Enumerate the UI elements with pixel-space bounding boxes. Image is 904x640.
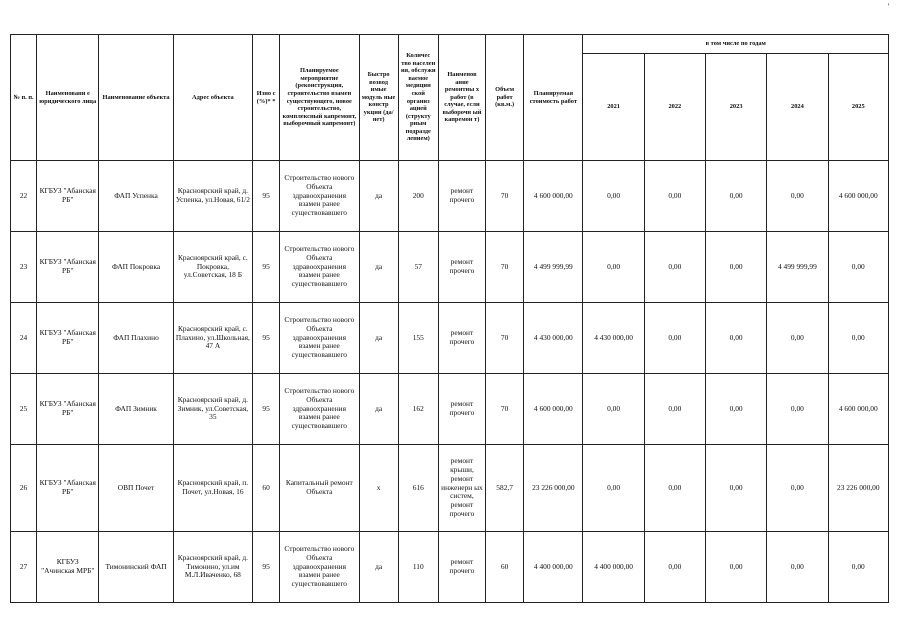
cell-volume: 70 xyxy=(486,374,524,445)
cell-measure: Строительство нового Объекта здравоохранения взамен ранее существовавшего xyxy=(280,161,359,232)
cell-year-2021: 0,00 xyxy=(583,161,644,232)
cell-measure: Строительство нового Объекта здравоохранения взамен ранее существовавшего xyxy=(280,232,359,303)
cell-year-2023: 0,00 xyxy=(706,445,767,532)
cell-cost: 4 430 000,00 xyxy=(524,303,583,374)
objects-table xyxy=(10,34,889,603)
cell-year-2024: 4 499 999,99 xyxy=(767,232,828,303)
cell-quick: да xyxy=(359,303,398,374)
cell-year-2025: 4 600 000,00 xyxy=(828,161,888,232)
cell-wear: 95 xyxy=(253,232,280,303)
cell-repair: ремонт крыши, ремонт инженерн ых систем, ремонт прочего xyxy=(438,445,485,532)
cell-address: Красноярский край, д. Тимонино, ул.им М.Л.Иваченко, 68 xyxy=(173,532,252,603)
cell-wear: 95 xyxy=(253,532,280,603)
cell-year-2025: 0,00 xyxy=(828,303,888,374)
cell-num: 22 xyxy=(11,161,37,232)
cell-year-2021: 4 400 000,00 xyxy=(583,532,644,603)
cell-address: Красноярский край, с. Покровка, ул.Советская, 18 Б xyxy=(173,232,252,303)
col-header-cost: Планируемая стоимость работ xyxy=(524,35,583,161)
cell-num: 27 xyxy=(11,532,37,603)
cell-wear: 60 xyxy=(253,445,280,532)
cell-num: 26 xyxy=(11,445,37,532)
col-header-repair-type: Наименов ание ремонтны х работ (в случае, если выборочн ый капремон т) xyxy=(438,35,485,161)
cell-cost: 4 600 000,00 xyxy=(524,161,583,232)
table-row xyxy=(11,445,889,532)
cell-cost: 4 499 999,99 xyxy=(524,232,583,303)
cell-year-2023: 0,00 xyxy=(706,232,767,303)
col-header-legal-entity: Наименовани е юридического лица xyxy=(37,35,99,161)
cell-object: Тимонинский ФАП xyxy=(99,532,173,603)
cell-object: ФАП Успенка xyxy=(99,161,173,232)
col-header-years-group: в том числе по годам xyxy=(583,35,889,54)
cell-volume: 582,7 xyxy=(486,445,524,532)
col-header-year-2025: 2025 xyxy=(828,54,888,161)
col-header-year-2021: 2021 xyxy=(583,54,644,161)
cell-volume: 70 xyxy=(486,232,524,303)
cell-population: 162 xyxy=(398,374,438,445)
cell-entity: КГБУЗ "Абанская РБ" xyxy=(37,374,99,445)
cell-year-2021: 0,00 xyxy=(583,374,644,445)
cell-year-2024: 0,00 xyxy=(767,161,828,232)
cell-year-2022: 0,00 xyxy=(644,161,705,232)
cell-entity: КГБУЗ "Ачинская МРБ" xyxy=(37,532,99,603)
cell-measure: Капитальный ремонт Объекта xyxy=(280,445,359,532)
cell-repair: ремонт прочего xyxy=(438,232,485,303)
col-header-object-name: Наименование объекта xyxy=(99,35,173,161)
cell-year-2023: 0,00 xyxy=(706,532,767,603)
cell-entity: КГБУЗ "Абанская РБ" xyxy=(37,445,99,532)
cell-entity: КГБУЗ "Абанская РБ" xyxy=(37,303,99,374)
cell-num: 23 xyxy=(11,232,37,303)
table-row xyxy=(11,532,889,603)
cell-population: 200 xyxy=(398,161,438,232)
cell-population: 155 xyxy=(398,303,438,374)
col-header-volume: Объем работ (кв.м.) xyxy=(486,35,524,161)
cell-year-2025: 4 600 000,00 xyxy=(828,374,888,445)
cell-year-2023: 0,00 xyxy=(706,374,767,445)
cell-address: Красноярский край, с. Плахино, ул.Школьная, 47 А xyxy=(173,303,252,374)
cell-quick: да xyxy=(359,532,398,603)
cell-wear: 95 xyxy=(253,161,280,232)
cell-repair: ремонт прочего xyxy=(438,532,485,603)
table-row xyxy=(11,161,889,232)
cell-population: 616 xyxy=(398,445,438,532)
cell-year-2022: 0,00 xyxy=(644,374,705,445)
col-header-quick-build: Быстро возвод имые модуль ные констр укции (да/нет) xyxy=(359,35,398,161)
cell-wear: 95 xyxy=(253,303,280,374)
col-header-address: Адрес объекта xyxy=(173,35,252,161)
cell-address: Красноярский край, п. Почет, ул.Новая, 16 xyxy=(173,445,252,532)
col-header-num: № п. п. xyxy=(11,35,37,161)
cell-measure: Строительство нового Объекта здравоохранения взамен ранее существовавшего xyxy=(280,532,359,603)
table-row xyxy=(11,374,889,445)
cell-year-2023: 0,00 xyxy=(706,303,767,374)
cell-cost: 4 400 000,00 xyxy=(524,532,583,603)
cell-repair: ремонт прочего xyxy=(438,161,485,232)
cell-cost: 23 226 000,00 xyxy=(524,445,583,532)
cell-object: ФАП Плахино xyxy=(99,303,173,374)
cell-measure: Строительство нового Объекта здравоохранения взамен ранее существовавшего xyxy=(280,374,359,445)
cell-year-2024: 0,00 xyxy=(767,445,828,532)
cell-year-2022: 0,00 xyxy=(644,445,705,532)
header-row xyxy=(11,35,889,54)
cell-quick: да xyxy=(359,232,398,303)
cell-object: ФАП Покровка xyxy=(99,232,173,303)
col-header-year-2024: 2024 xyxy=(767,54,828,161)
cell-wear: 95 xyxy=(253,374,280,445)
cell-address: Красноярский край, д. Зимник, ул.Советская, 35 xyxy=(173,374,252,445)
cell-year-2021: 0,00 xyxy=(583,232,644,303)
cell-entity: КГБУЗ "Абанская РБ" xyxy=(37,232,99,303)
table-row xyxy=(11,232,889,303)
cell-year-2024: 0,00 xyxy=(767,374,828,445)
cell-num: 24 xyxy=(11,303,37,374)
cell-year-2021: 0,00 xyxy=(583,445,644,532)
cell-repair: ремонт прочего xyxy=(438,303,485,374)
cell-object: ОВП Почет xyxy=(99,445,173,532)
cell-quick: да xyxy=(359,161,398,232)
cell-population: 57 xyxy=(398,232,438,303)
cell-volume: 70 xyxy=(486,303,524,374)
col-header-year-2023: 2023 xyxy=(706,54,767,161)
table-row xyxy=(11,303,889,374)
col-header-wear: Изно с (%)* * xyxy=(253,35,280,161)
cell-year-2022: 0,00 xyxy=(644,303,705,374)
cell-cost: 4 600 000,00 xyxy=(524,374,583,445)
cell-year-2023: 0,00 xyxy=(706,161,767,232)
corner-mark: ' xyxy=(888,2,890,11)
col-header-population: Количес тво населен ия, обслужи ваемое медицин ской организ ацией (структу рным подразде лением) xyxy=(398,35,438,161)
cell-year-2022: 0,00 xyxy=(644,232,705,303)
cell-volume: 70 xyxy=(486,161,524,232)
cell-year-2024: 0,00 xyxy=(767,303,828,374)
cell-entity: КГБУЗ "Абанская РБ" xyxy=(37,161,99,232)
cell-year-2025: 0,00 xyxy=(828,232,888,303)
cell-year-2021: 4 430 000,00 xyxy=(583,303,644,374)
cell-year-2024: 0,00 xyxy=(767,532,828,603)
cell-address: Красноярский край, д. Успенка, ул.Новая, 61/2 xyxy=(173,161,252,232)
cell-quick: х xyxy=(359,445,398,532)
cell-year-2025: 23 226 000,00 xyxy=(828,445,888,532)
col-header-year-2022: 2022 xyxy=(644,54,705,161)
cell-object: ФАП Зимник xyxy=(99,374,173,445)
col-header-planned-measure: Планируемое мероприятие (реконструкция, строительство взамен существующего, новое строительство, комплексный капремонт, выборочный капремонт) xyxy=(280,35,359,161)
cell-year-2022: 0,00 xyxy=(644,532,705,603)
cell-year-2025: 0,00 xyxy=(828,532,888,603)
cell-num: 25 xyxy=(11,374,37,445)
cell-measure: Строительство нового Объекта здравоохранения взамен ранее существовавшего xyxy=(280,303,359,374)
cell-quick: да xyxy=(359,374,398,445)
cell-volume: 60 xyxy=(486,532,524,603)
cell-population: 110 xyxy=(398,532,438,603)
cell-repair: ремонт прочего xyxy=(438,374,485,445)
